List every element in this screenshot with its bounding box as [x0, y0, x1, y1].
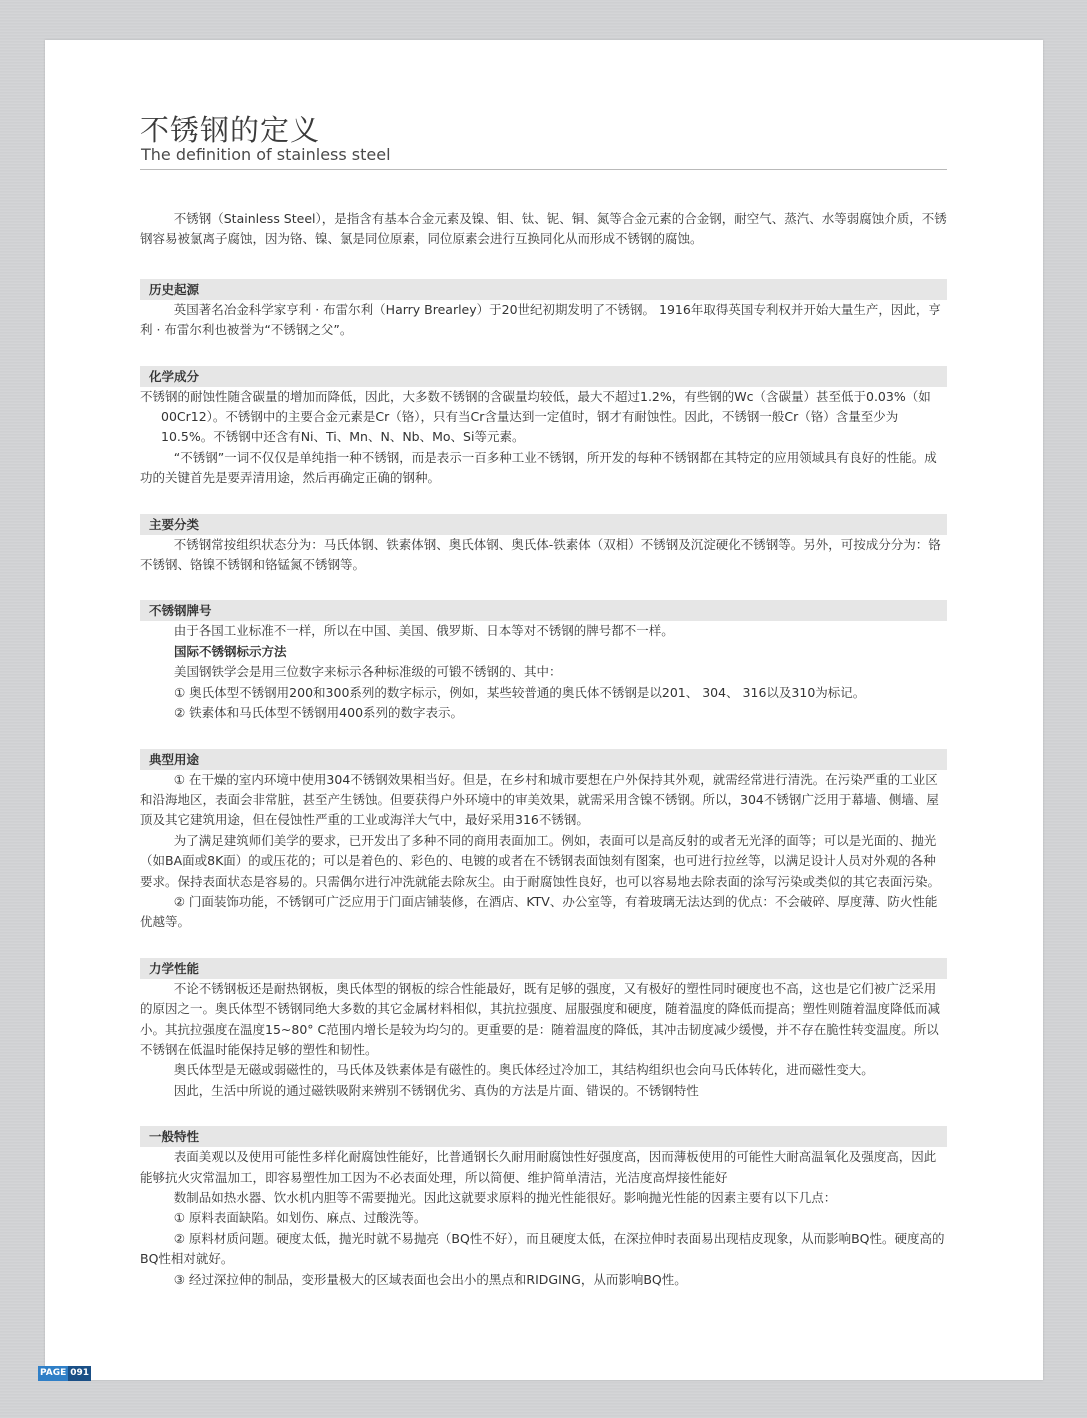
grades-list-item: ① 奥氏体型不锈钢用200和300系列的数字标示，例如，某些较普通的奥氏体不锈钢是以201、 304、 316以及310为标记。	[174, 684, 866, 700]
general-list-item: ① 原料表面缺陷。如划伤、麻点、过酸洗等。	[173, 1210, 427, 1226]
mechanics-paragraph-2: 奥氏体型是无磁或弱磁性的，马氏体及铁素体是有磁性的。奥氏体经过冷加工，其结构组织也会向马氏体转化，进而磁性变大。	[173, 1062, 874, 1078]
grades-subheading: 国际不锈钢标示方法	[174, 643, 287, 659]
section-heading-mechanics: 力学性能	[140, 958, 947, 979]
grades-list-item: ② 铁素体和马氏体型不锈钢用400系列的数字表示。	[174, 705, 464, 721]
page-word: PAGE	[38, 1366, 68, 1381]
section-heading-grades: 不锈钢牌号	[140, 600, 947, 621]
article-body	[140, 209, 947, 1290]
section-heading-chemistry: 化学成分	[140, 366, 947, 387]
general-paragraph-2: 数制品如热水器、饮水机内胆等不需要抛光。因此这就要求原料的抛光性能很好。影响抛光性能的因素主要有以下几点：	[173, 1190, 837, 1205]
general-paragraph-1: 表面美观以及使用可能性多样化耐腐蚀性能好，比普通钢长久耐用耐腐蚀性好强度高，因而薄板使用的可能性大耐高温氧化及强度高，因此能够抗火灾常温加工，即容易塑性加工因为不必表面处理，所以简便、维护简单清洁，光洁度高焊接性能好	[140, 1149, 937, 1185]
chemistry-paragraph-1: 不锈钢的耐蚀性随含碳量的增加而降低，因此，大多数不锈钢的含碳量均较低，最大不超过1.2%，有些钢的Wc（含碳量）甚至低于0.03%（如00Cr12）。不锈钢中的主要合金元素是Cr（铬），只有当Cr含量达到一定值时，钢才有耐蚀性。因此，不锈钢一般Cr（铬）含量至少为10.5%。不锈钢中还含有Ni、Ti、Mn、N、Nb、Mo、Si等元素。	[140, 388, 931, 445]
mechanics-paragraph-3: 因此，生活中所说的通过磁铁吸附来辨别不锈钢优劣、真伪的方法是片面、错误的。不锈钢特性	[173, 1082, 699, 1098]
uses-paragraph-2: 为了满足建筑师们美学的要求，已开发出了多种不同的商用表面加工。例如，表面可以是高反射的或者无光泽的面等；可以是光面的、抛光（如BA面或8K面）的或压花的；可以是着色的、彩色的、电镀的或者在不锈钢表面蚀刻有图案，也可进行拉丝等，以满足设计人员对外观的各种要求。保持表面状态是容易的。只需偶尔进行冲洗就能去除灰尘。由于耐腐蚀性良好，也可以容易地去除表面的涂写污染或类似的其它表面污染。	[140, 832, 941, 889]
grades-sub-intro: 美国钢铁学会是用三位数字来标示各种标准级的可锻不锈钢的、其中：	[174, 664, 562, 680]
section-heading-uses: 典型用途	[140, 749, 947, 770]
history-paragraph: 英国著名冶金科学家亨利 · 布雷尔利（Harry Brearley）于20世纪初期发明了不锈钢。 1916年取得英国专利权并开始大量生产，因此，亨利 · 布雷尔利也被誉为“不锈钢之父”。	[140, 301, 941, 338]
grades-paragraph: 由于各国工业标准不一样，所以在中国、美国、俄罗斯、日本等对不锈钢的牌号都不一样。	[173, 623, 674, 639]
chemistry-paragraph-2: “不锈钢”一词不仅仅是单纯指一种不锈钢，而是表示一百多种工业不锈钢，所开发的每种不锈钢都在其特定的应用领域具有良好的性能。成功的关键首先是要弄清用途，然后再确定正确的钢种。	[140, 449, 937, 486]
uses-paragraph-3: ② 门面装饰功能，不锈钢可广泛应用于门面店铺装修，在酒店、KTV、办公室等，有着玻璃无法达到的优点：不会破碎、厚度薄、防火性能优越等。	[140, 893, 938, 930]
general-list-item: ② 原料材质问题。硬度太低，抛光时就不易抛亮（BQ性不好），而且硬度太低，在深拉伸时表面易出现桔皮现象，从而影响BQ性。硬度高的BQ性相对就好。	[140, 1230, 945, 1267]
section-heading-history: 历史起源	[140, 279, 947, 300]
title-divider	[140, 169, 947, 170]
uses-paragraph-1: ① 在干燥的室内环境中使用304不锈钢效果相当好。但是，在乡村和城市要想在户外保持其外观，就需经常进行清洗。在污染严重的工业区和沿海地区，表面会非常脏，甚至产生锈蚀。但要获得户外环境中的审美效果，就需采用含镍不锈钢。所以，304不锈钢广泛用于幕墙、侧墙、屋顶及其它建筑用途，但在侵蚀性严重的工业或海洋大气中，最好采用316不锈钢。	[140, 771, 939, 828]
section-heading-classification: 主要分类	[140, 514, 947, 535]
intro-paragraph: 不锈钢（Stainless Steel），是指含有基本合金元素及镍、钼、钛、铌、铜、氮等合金元素的合金钢，耐空气、蒸汽、水等弱腐蚀介质，不锈钢容易被氯离子腐蚀，因为铬、镍、氯是同位原素，同位原素会进行互换同化从而形成不锈钢的腐蚀。	[140, 211, 947, 247]
page-subtitle: The definition of stainless steel	[141, 145, 391, 164]
general-list-item: ③ 经过深拉伸的制品，变形量极大的区域表面也会出小的黑点和RIDGING，从而影响BQ性。	[173, 1271, 687, 1287]
section-heading-general: 一般特性	[140, 1126, 947, 1147]
page-number-label	[38, 1366, 91, 1381]
page-title: 不锈钢的定义	[140, 113, 321, 147]
classification-paragraph: 不锈钢常按组织状态分为：马氏体钢、铁素体钢、奥氏体钢、奥氏体-铁素体（双相）不锈钢及沉淀硬化不锈钢等。另外，可按成分分为：铬不锈钢、铬镍不锈钢和铬锰氮不锈钢等。	[140, 536, 941, 573]
page-number: 091	[68, 1366, 91, 1381]
mechanics-paragraph-1: 不论不锈钢板还是耐热钢板，奥氏体型的钢板的综合性能最好，既有足够的强度，又有极好的塑性同时硬度也不高，这也是它们被广泛采用的原因之一。奥氏体型不锈钢同绝大多数的其它金属材料相似，其抗拉强度、屈服强度和硬度，随着温度的降低而提高；塑性则随着温度降低而减小。其抗拉强度在温度15~80° C范围内增长是较为均匀的。更重要的是：随着温度的降低，其冲击韧度减少缓慢，并不存在脆性转变温度。所以不锈钢在低温时能保持足够的塑性和韧性。	[140, 980, 941, 1057]
